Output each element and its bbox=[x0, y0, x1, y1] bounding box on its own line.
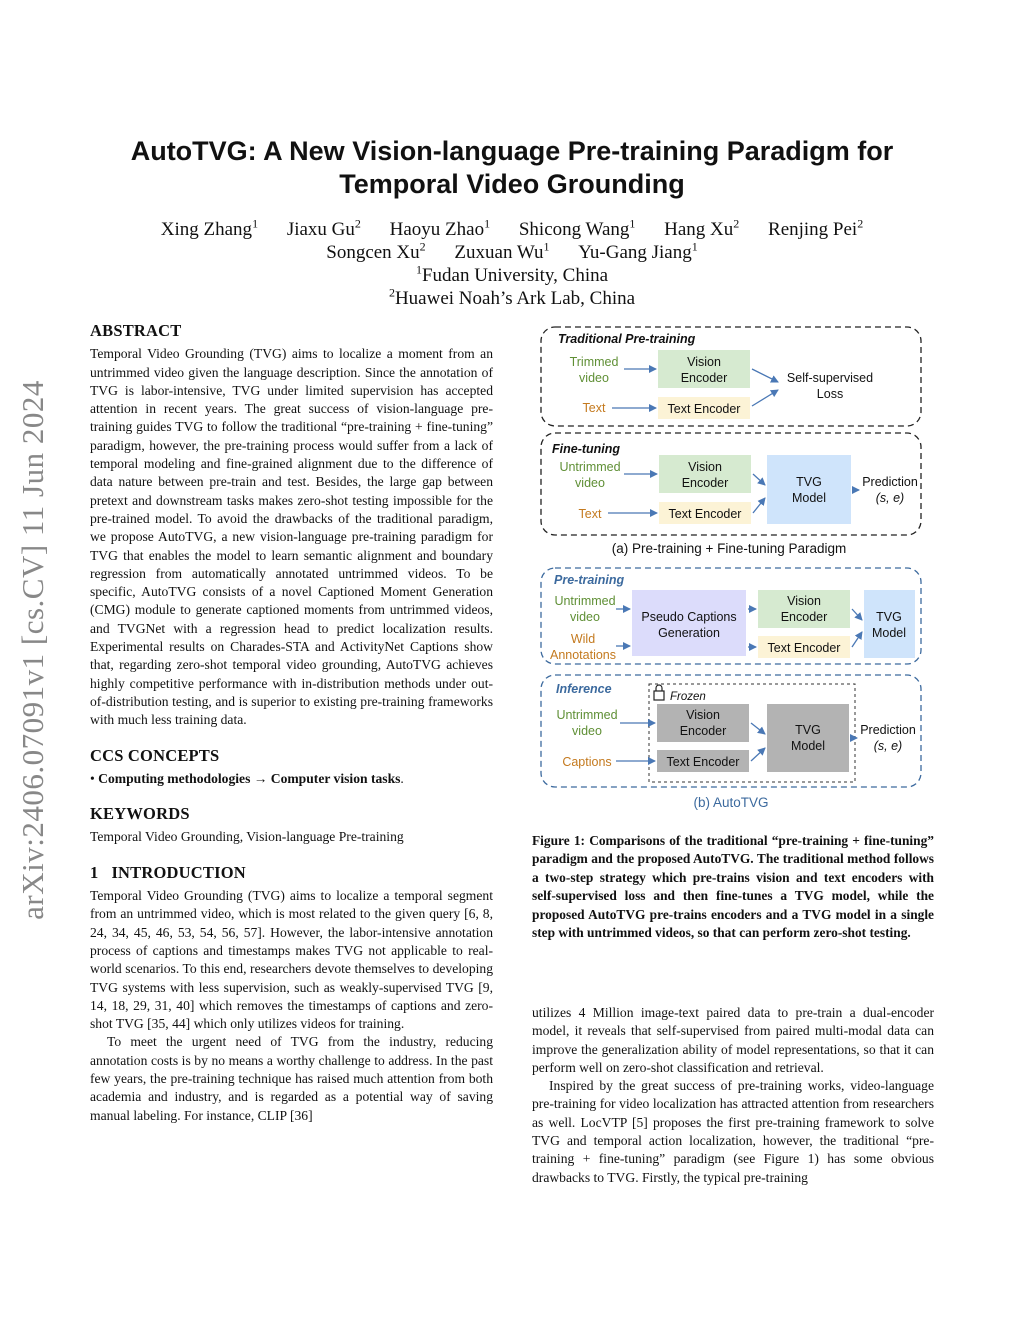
p3-tvg-model-box bbox=[864, 590, 915, 658]
p3-input-annotations bbox=[550, 632, 616, 662]
p4-prediction: Prediction bbox=[860, 723, 916, 737]
p4-input-video bbox=[556, 708, 617, 738]
p3-pseudo-l1: Pseudo Captions bbox=[641, 610, 737, 624]
author-block bbox=[60, 218, 964, 310]
panel-traditional-title: Traditional Pre-training bbox=[558, 332, 696, 346]
p4-tvg-l2: Model bbox=[790, 739, 826, 753]
panel-autotvg-pretraining-title: Pre-training bbox=[554, 573, 625, 587]
p1-input-video-l2: video bbox=[579, 371, 609, 385]
intro-paragraph-3: utilizes 4 Million image-text paired data to pre-train a dual-encoder model, it reveals that self-supervised from paired multi-modal data can improve the generalization ability of model representations, so that it can perform well on zero-shot classification and retrieval. bbox=[532, 1005, 934, 1075]
p1-vision-l2: Encoder bbox=[680, 371, 728, 385]
author: Songcen Xu$^2$ bbox=[326, 239, 426, 263]
paper-title bbox=[100, 135, 924, 201]
p3-annot-l2: Annotations bbox=[549, 648, 617, 662]
p1-input-text: Text bbox=[582, 401, 606, 415]
subcaption-a: (a) Pre-training + Fine-tuning Paradigm bbox=[611, 541, 847, 556]
affiliation-1: $^1$Fudan University, China bbox=[415, 262, 609, 286]
ccs-heading: CCS CONCEPTS bbox=[90, 745, 220, 765]
p2-tvg-l2: Model bbox=[791, 491, 827, 505]
p4-input-video-l1: Untrimmed bbox=[556, 708, 618, 722]
p2-input-text: Text bbox=[578, 507, 602, 521]
title-line-1: AutoTVG: A New Vision-language Pre-training Paradigm for bbox=[130, 136, 894, 166]
keywords-text: Temporal Video Grounding, Vision-language Pre-training bbox=[90, 829, 404, 845]
affiliation-2: $^2$Huawei Noah’s Ark Lab, China bbox=[388, 285, 636, 309]
p1-input-video-l1: Trimmed bbox=[569, 355, 619, 369]
intro-paragraph-2: To meet the urgent need of TVG from the industry, reducing annotation costs is by no means a worthy challenge to address. In the past few years, the pre-training technique has raised much attention from both academia and industry, and is regarded as a potential way of saving manual labeling. For instance, CLIP [36] bbox=[90, 1034, 493, 1123]
p2-prediction: Prediction bbox=[862, 475, 918, 489]
p2-input-video-l2: video bbox=[575, 476, 605, 490]
panel-finetuning-title: Fine-tuning bbox=[552, 442, 621, 456]
intro-heading: 1 INTRODUCTION bbox=[90, 862, 246, 882]
lock-icon bbox=[654, 685, 664, 700]
subcaption-b: (b) AutoTVG bbox=[693, 795, 769, 810]
frozen-label: Frozen bbox=[670, 691, 706, 703]
p1-vision-l1: Vision bbox=[687, 355, 721, 369]
p4-text-encoder: Text Encoder bbox=[666, 755, 740, 769]
abstract-heading: ABSTRACT bbox=[90, 321, 182, 340]
figure-1-diagram bbox=[532, 320, 934, 820]
keywords-heading: KEYWORDS bbox=[90, 804, 190, 824]
author: Xing Zhang$^1$ bbox=[160, 216, 259, 240]
figure-caption: Figure 1: Comparisons of the traditional “pre-training + fine-tuning” paradigm and the proposed AutoTVG. The traditional method follows a two-step strategy which pre-trains vision and text encoders with self-supervised loss and then fine-tunes a TVG model, while the proposed AutoTVG pre-trains encoders and a TVG model in a single step with untrimmed videos, so that can perform zero-shot testing. bbox=[532, 833, 934, 941]
p2-tvg-model-box bbox=[767, 455, 851, 524]
p3-input-video bbox=[554, 594, 615, 624]
ccs-item: • Computing methodologies → Computer vision tasks. bbox=[90, 770, 404, 786]
author: Jiaxu Gu$^2$ bbox=[286, 216, 361, 240]
p3-pseudo-l2: Generation bbox=[658, 626, 720, 640]
author: Zuxuan Wu$^1$ bbox=[454, 239, 550, 263]
p1-loss-l2: Loss bbox=[816, 387, 844, 401]
p3-text-encoder: Text Encoder bbox=[767, 641, 841, 655]
author: Renjing Pei$^2$ bbox=[768, 216, 864, 240]
p4-vision-l1: Vision bbox=[686, 708, 720, 722]
p3-input-video-l2: video bbox=[570, 610, 600, 624]
abstract-text: Temporal Video Grounding (TVG) aims to localize a moment from an untrimmed video given the language description. Since the annotation of TVG is labor-intensive, TVG under limited supervision has accepted attention in recent years. The great success of vision-language pre-training guides TVG to follow the traditional “pre-training + fine-tuning” paradigm, however, the pre-training process would suffer from a lack of temporal modeling and fine-grained alignment due to the difference of data nature between pre-train and test. Besides, the large gap between pretext and downstream tasks makes zero-shot testing impossible for the pre-trained model. To avoid the drawbacks of the traditional paradigm, we propose AutoTVG, a new vision-language pre-training paradigm for TVG that enables the model to learn semantic alignment and boundary regression from automatically annotated untrimmed videos. To be specific, AutoTVG consists of a novel Captioned Moment Generation (CMG) module to generate captioned moments from untrimmed videos, and TVGNet with a regression head to predict localization results. Experimental results on Charades-STA and ActivityNet Captions show that, regarding zero-shot temporal video grounding, AutoTVG achieves highly competitive performance with in-distribution methods under out-of-distribution testing, and is superior to existing pre-training frameworks with much less training data. bbox=[90, 346, 493, 728]
right-column-body bbox=[532, 1004, 934, 1187]
p3-vision-l1: Vision bbox=[787, 594, 821, 608]
p2-tvg-l1: TVG bbox=[796, 475, 822, 489]
panel-inference-title: Inference bbox=[556, 682, 612, 696]
p2-input-video-l1: Untrimmed bbox=[559, 460, 621, 474]
p4-input-video-l2: video bbox=[572, 724, 602, 738]
p4-tvg-model-box bbox=[767, 704, 849, 772]
author-row-2 bbox=[60, 241, 964, 264]
p2-text-encoder: Text Encoder bbox=[668, 507, 742, 521]
author: Hang Xu$^2$ bbox=[664, 216, 740, 240]
author: Yu-Gang Jiang$^1$ bbox=[578, 239, 698, 263]
p4-input-captions: Captions bbox=[562, 755, 612, 769]
p3-annot-l1: Wild bbox=[570, 632, 596, 646]
p2-prediction-se: (s, e) bbox=[875, 491, 905, 505]
p3-input-video-l1: Untrimmed bbox=[554, 594, 616, 608]
p1-loss bbox=[787, 371, 873, 401]
right-column bbox=[532, 832, 934, 942]
p3-vision-l2: Encoder bbox=[780, 610, 828, 624]
left-column bbox=[90, 322, 493, 1125]
p4-prediction-se: (s, e) bbox=[873, 739, 903, 753]
p1-loss-l1: Self-supervised bbox=[786, 371, 874, 385]
p4-vision-l2: Encoder bbox=[679, 724, 727, 738]
p3-tvg-l1: TVG bbox=[876, 610, 902, 624]
p3-tvg-l2: Model bbox=[871, 626, 907, 640]
author-row-1 bbox=[60, 218, 964, 241]
author: Shicong Wang$^1$ bbox=[518, 216, 636, 240]
p2-input-video bbox=[559, 460, 620, 490]
p1-input-video bbox=[570, 355, 619, 385]
p2-vision-l2: Encoder bbox=[681, 476, 729, 490]
intro-paragraph-4: Inspired by the great success of pre-training works, video-language pre-training for video localization has attracted attention from researchers as well. LocVTP [5] proposes the first pre-training framework to solve TVG and temporal action localization, however, the traditional “pre-training + fine-tuning” paradigm (see Figure 1) has some obvious drawbacks to TVG. Firstly, the typical pre-training bbox=[532, 1078, 934, 1185]
intro-paragraph-1: Temporal Video Grounding (TVG) aims to localize a temporal segment from an untrimmed video, which is most related to the given query [6, 8, 24, 34, 45, 46, 53, 54, 56, 57]. However, the labor-intensive annotation process of captions and timestamps makes TVG not applicable to real-world scenarios. To this end, researchers devote themselves to developing TVG systems with less supervision, such as weakly-supervised TVG [9, 14, 18, 29, 31, 40] which removes the timestamps of captions and zero-shot TVG [35, 44] which only utilizes videos for training. bbox=[90, 888, 493, 1032]
arxiv-stamp: arXiv:2406.07091v1 [cs.CV] 11 Jun 2024 bbox=[15, 380, 50, 920]
title-line-2: Temporal Video Grounding bbox=[339, 169, 685, 199]
author: Haoyu Zhao$^1$ bbox=[389, 216, 491, 240]
figure-1 bbox=[532, 320, 934, 820]
p2-vision-l1: Vision bbox=[688, 460, 722, 474]
p1-text-encoder: Text Encoder bbox=[667, 402, 741, 416]
p4-tvg-l1: TVG bbox=[795, 723, 821, 737]
